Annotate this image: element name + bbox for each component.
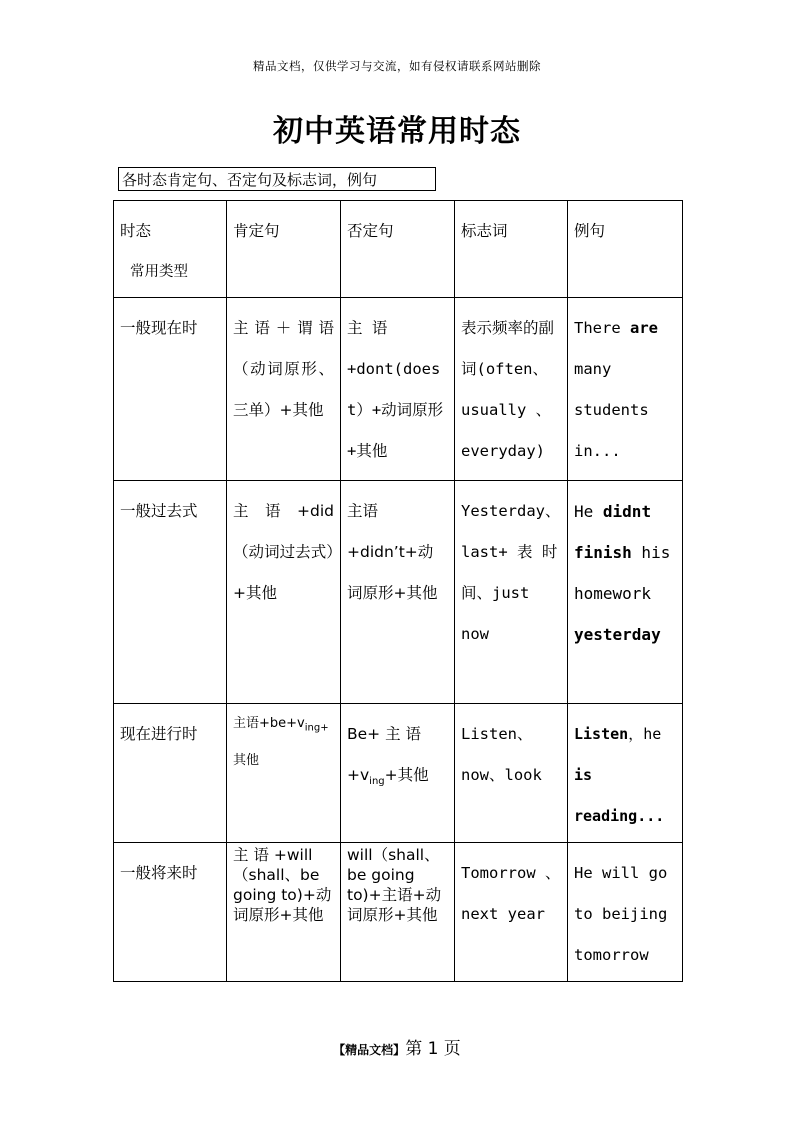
negative-text: Be+ 主 语 +v bbox=[347, 725, 422, 784]
header-cell-example: 例句 bbox=[568, 201, 683, 298]
header-note: 精品文档，仅供学习与交流，如有侵权请联系网站删除 bbox=[253, 59, 541, 73]
example-bold-text: Listen bbox=[574, 725, 629, 743]
negative-cell: will（shall、be going to)+主语+动词原形+其他 bbox=[341, 843, 455, 982]
header-cell-markers: 标志词 bbox=[455, 201, 568, 298]
example-text: ，he bbox=[628, 725, 662, 743]
example-cell bbox=[568, 298, 683, 481]
example-bold-text: didnt finish bbox=[574, 502, 652, 562]
affirmative-cell: 主 语 +did（动词过去式）+其他 bbox=[227, 481, 341, 704]
footer-tag: 【精品文档】 bbox=[333, 1043, 406, 1057]
header-type-label: 常用类型 bbox=[130, 264, 188, 280]
affirmative-cell: 主 语 +will（shall、be going to)+动词原形+其他 bbox=[227, 843, 341, 982]
example-bold-text: are bbox=[630, 319, 658, 337]
affirmative-text: 其他 bbox=[233, 752, 260, 768]
tense-table bbox=[113, 200, 683, 982]
markers-cell: Yesterday、last+ 表 时 间、just now bbox=[455, 481, 568, 704]
negative-cell bbox=[341, 704, 455, 843]
page-footer bbox=[0, 1034, 794, 1059]
markers-cell: Tomorrow 、next year bbox=[455, 843, 568, 982]
page-title: 初中英语常用时态 bbox=[273, 114, 521, 149]
example-bold-text: is reading... bbox=[574, 766, 665, 825]
tense-cell: 一般过去式 bbox=[114, 481, 227, 704]
table-row bbox=[114, 481, 683, 704]
negative-cell: 主 语 +dont(does t）+动词原形+其他 bbox=[341, 298, 455, 481]
example-text: many students in... bbox=[574, 360, 649, 460]
markers-cell: 表示频率的副词(often、usually 、everyday) bbox=[455, 298, 568, 481]
tense-cell: 现在进行时 bbox=[114, 704, 227, 843]
negative-text: +其他 bbox=[384, 766, 429, 784]
example-text: There bbox=[574, 319, 630, 337]
affirmative-cell: 主语＋谓语（动词原形、三单）+其他 bbox=[227, 298, 341, 481]
example-cell bbox=[568, 481, 683, 704]
tense-cell: 一般现在时 bbox=[114, 298, 227, 481]
example-cell bbox=[568, 704, 683, 843]
example-text: He bbox=[574, 502, 603, 521]
page-number: 第 1 页 bbox=[405, 1039, 461, 1059]
affirmative-subscript: ing+ bbox=[304, 722, 329, 734]
markers-cell: Listen、now、look bbox=[455, 704, 568, 843]
example-cell: He will go to beijing tomorrow bbox=[568, 843, 683, 982]
header-tense-label: 时态 bbox=[120, 222, 152, 240]
negative-cell: 主语+didn’t+动词原形+其他 bbox=[341, 481, 455, 704]
table-header-row bbox=[114, 201, 683, 298]
header-cell-affirmative: 肯定句 bbox=[227, 201, 341, 298]
table-row bbox=[114, 843, 683, 982]
table-row bbox=[114, 298, 683, 481]
tense-cell: 一般将来时 bbox=[114, 843, 227, 982]
table-row bbox=[114, 704, 683, 843]
example-bold-text: yesterday bbox=[574, 625, 661, 644]
header-cell-tense bbox=[114, 201, 227, 298]
example-text: his homework bbox=[574, 543, 671, 603]
affirmative-text: 主语+be+v bbox=[233, 716, 305, 731]
header-cell-negative: 否定句 bbox=[341, 201, 455, 298]
affirmative-cell bbox=[227, 704, 341, 843]
negative-subscript: ing bbox=[369, 776, 385, 788]
table-caption: 各时态肯定句、否定句及标志词，例句 bbox=[118, 167, 436, 191]
